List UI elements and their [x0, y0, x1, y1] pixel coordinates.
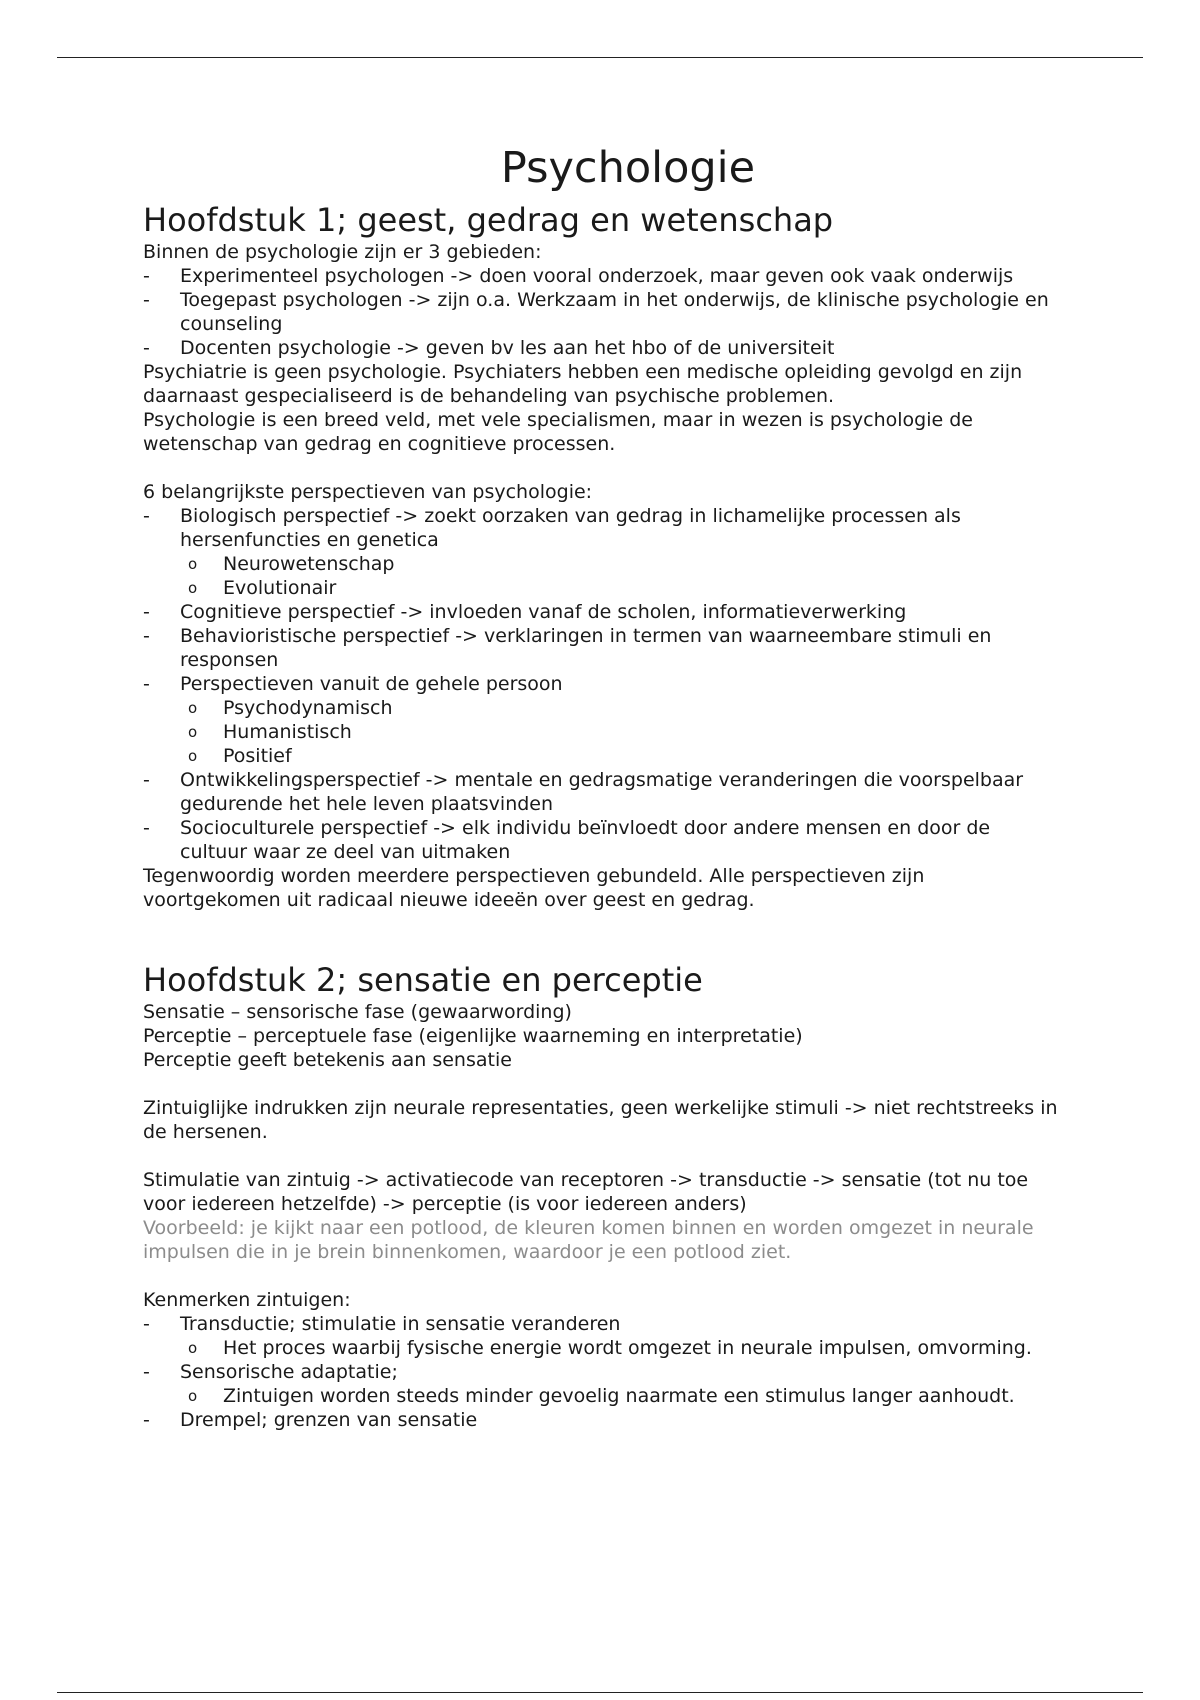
dash-bullet: -	[143, 625, 150, 647]
circle-bullet: o	[188, 579, 198, 597]
dash-bullet: -	[143, 337, 150, 359]
list-item: - Socioculturele perspectief -> elk individu beïnvloedt door andere mensen en door de cultuur waar ze deel van uitmaken	[143, 817, 991, 863]
chapter-1-heading: Hoofdstuk 1; geest, gedrag en wetenschap	[143, 201, 834, 239]
dash-bullet: -	[143, 1361, 150, 1383]
sub-list-item: o Evolutionair	[188, 577, 337, 599]
dash-bullet: -	[143, 289, 150, 311]
list-item: - Behavioristische perspectief -> verklaringen in termen van waarneembare stimuli en responsen	[143, 625, 992, 671]
document-title: Psychologie	[500, 143, 756, 193]
dash-bullet: -	[143, 601, 150, 623]
sub-list-item: o Positief	[188, 745, 292, 767]
paragraph: Stimulatie van zintuig -> activatiecode van receptoren -> transductie -> sensatie (tot nu toe voor iedereen hetzelfde) -> perceptie (is voor iedereen anders)	[143, 1169, 1029, 1215]
sub-list-item: o Psychodynamisch	[188, 697, 393, 719]
circle-bullet: o	[188, 555, 198, 573]
paragraph: Tegenwoordig worden meerdere perspectieven gebundeld. Alle perspectieven zijn voortgekomen uit radicaal nieuwe ideeën over geest en gedrag.	[143, 865, 925, 911]
list-item: - Toegepast psychologen -> zijn o.a. Werkzaam in het onderwijs, de klinische psychologie en counseling	[143, 289, 1049, 335]
definition-line: Sensatie – sensorische fase (gewaarwording)	[143, 1001, 572, 1023]
header-rule	[57, 57, 1143, 58]
paragraph: Zintuiglijke indrukken zijn neurale representaties, geen werkelijke stimuli -> niet rechtstreeks in de hersenen.	[143, 1097, 1058, 1143]
list-item: - Docenten psychologie -> geven bv les aan het hbo of de universiteit	[143, 337, 835, 359]
features-intro: Kenmerken zintuigen:	[143, 1289, 351, 1311]
dash-bullet: -	[143, 505, 150, 527]
chapter-2-heading: Hoofdstuk 2; sensatie en perceptie	[143, 961, 703, 999]
circle-bullet: o	[188, 699, 198, 717]
list-item: - Transductie; stimulatie in sensatie veranderen	[143, 1313, 621, 1335]
paragraph: Psychiatrie is geen psychologie. Psychiaters hebben een medische opleiding gevolgd en zijn daarnaast gespecialiseerd is de behandeling van psychische problemen.	[143, 361, 1023, 407]
document-page	[143, 140, 1063, 1432]
list-item: - Cognitieve perspectief -> invloeden vanaf de scholen, informatieverwerking	[143, 601, 907, 623]
sub-list-item: o Het proces waarbij fysische energie wordt omgezet in neurale impulsen, omvorming.	[188, 1337, 1032, 1359]
definition-line: Perceptie geeft betekenis aan sensatie	[143, 1049, 512, 1071]
dash-bullet: -	[143, 1313, 150, 1335]
chapter-1	[143, 200, 1063, 912]
dash-bullet: -	[143, 265, 150, 287]
circle-bullet: o	[188, 747, 198, 765]
sub-list-item: o Neurowetenschap	[188, 553, 395, 575]
areas-intro: Binnen de psychologie zijn er 3 gebieden:	[143, 241, 542, 263]
list-item: - Perspectieven vanuit de gehele persoon	[143, 673, 563, 695]
dash-bullet: -	[143, 673, 150, 695]
dash-bullet: -	[143, 1409, 150, 1431]
list-item: - Drempel; grenzen van sensatie	[143, 1409, 478, 1431]
list-item: - Ontwikkelingsperspectief -> mentale en gedragsmatige veranderingen die voorspelbaar gedurende het hele leven plaatsvinden	[143, 769, 1024, 815]
circle-bullet: o	[188, 1339, 198, 1357]
circle-bullet: o	[188, 723, 198, 741]
paragraph: Psychologie is een breed veld, met vele specialismen, maar in wezen is psychologie de wetenschap van gedrag en cognitieve processen.	[143, 409, 973, 455]
perspectives-intro: 6 belangrijkste perspectieven van psychologie:	[143, 481, 593, 503]
list-item: - Biologisch perspectief -> zoekt oorzaken van gedrag in lichamelijke processen als hersenfuncties en genetica	[143, 505, 961, 551]
footer-rule	[57, 1692, 1143, 1693]
sub-list-item: o Humanistisch	[188, 721, 352, 743]
dash-bullet: -	[143, 769, 150, 791]
circle-bullet: o	[188, 1387, 198, 1405]
dash-bullet: -	[143, 817, 150, 839]
definition-line: Perceptie – perceptuele fase (eigenlijke waarneming en interpretatie)	[143, 1025, 803, 1047]
list-item: - Experimenteel psychologen -> doen vooral onderzoek, maar geven ook vaak onderwijs	[143, 265, 1014, 287]
list-item: - Sensorische adaptatie;	[143, 1361, 398, 1383]
chapter-2	[143, 960, 1063, 1432]
example-text: Voorbeeld: je kijkt naar een potlood, de kleuren komen binnen en worden omgezet in neurale impulsen die in je brein binnenkomen, waardoor je een potlood ziet.	[143, 1217, 1034, 1263]
sub-list-item: o Zintuigen worden steeds minder gevoelig naarmate een stimulus langer aanhoudt.	[188, 1385, 1015, 1407]
